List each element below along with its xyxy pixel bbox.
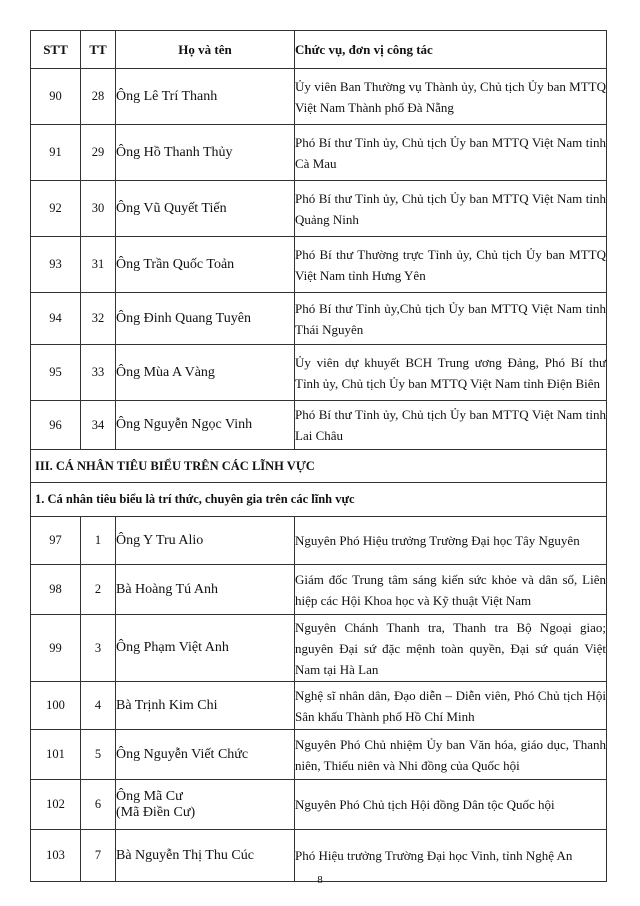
name-cell: Ông Y Tru Alio <box>116 517 295 565</box>
stt-cell: 93 <box>31 237 81 293</box>
table-row <box>31 615 607 682</box>
table-row <box>31 780 607 830</box>
stt-cell: 94 <box>31 293 81 345</box>
tt-cell: 32 <box>81 293 116 345</box>
tt-cell: 1 <box>81 517 116 565</box>
table-row <box>31 293 607 345</box>
name-line: Ông Mã Cư <box>116 788 183 804</box>
tt-cell: 28 <box>81 69 116 125</box>
stt-cell: 90 <box>31 69 81 125</box>
name-cell: Bà Nguyễn Thị Thu Cúc <box>116 830 295 882</box>
title-cell: Phó Bí thư Tỉnh ủy, Chủ tịch Ủy ban MTTQ Việt Nam tỉnh Lai Châu <box>295 401 607 450</box>
tt-cell: 30 <box>81 181 116 237</box>
tt-cell: 7 <box>81 830 116 882</box>
tt-cell: 6 <box>81 780 116 830</box>
roster-table <box>30 30 607 882</box>
stt-cell: 101 <box>31 730 81 780</box>
table-row <box>31 517 607 565</box>
name-cell: Ông Nguyễn Viết Chức <box>116 730 295 780</box>
tt-cell: 34 <box>81 401 116 450</box>
subsection-heading-row <box>31 483 607 517</box>
title-cell: Phó Hiệu trưởng Trường Đại học Vinh, tỉnh Nghệ An <box>295 830 607 882</box>
name-cell: Ông Hồ Thanh Thủy <box>116 125 295 181</box>
table-row <box>31 181 607 237</box>
tt-cell: 33 <box>81 345 116 401</box>
subsection-heading: 1. Cá nhân tiêu biểu là trí thức, chuyên gia trên các lĩnh vực <box>31 483 607 517</box>
table-row <box>31 237 607 293</box>
tt-cell: 4 <box>81 682 116 730</box>
table-row <box>31 565 607 615</box>
name-cell: Ông Lê Trí Thanh <box>116 69 295 125</box>
page-number: 8 <box>317 874 323 886</box>
tt-cell: 2 <box>81 565 116 615</box>
header-title: Chức vụ, đơn vị công tác <box>295 31 607 69</box>
section-heading: III. CÁ NHÂN TIÊU BIỂU TRÊN CÁC LĨNH VỰC <box>31 450 607 483</box>
title-cell: Phó Bí thư Tỉnh ủy, Chủ tịch Ủy ban MTTQ Việt Nam tỉnh Quảng Ninh <box>295 181 607 237</box>
tt-cell: 31 <box>81 237 116 293</box>
name-cell: Bà Hoàng Tú Anh <box>116 565 295 615</box>
table-row <box>31 401 607 450</box>
title-cell: Phó Bí thư Tỉnh ủy,Chủ tịch Ủy ban MTTQ Việt Nam tỉnh Thái Nguyên <box>295 293 607 345</box>
table-row <box>31 345 607 401</box>
tt-cell: 5 <box>81 730 116 780</box>
title-cell: Phó Bí thư Thường trực Tỉnh ủy, Chủ tịch Ủy ban MTTQ Việt Nam tỉnh Hưng Yên <box>295 237 607 293</box>
stt-cell: 96 <box>31 401 81 450</box>
table-row <box>31 730 607 780</box>
stt-cell: 98 <box>31 565 81 615</box>
section-heading-row <box>31 450 607 483</box>
name-cell: Ông Trần Quốc Toản <box>116 237 295 293</box>
name-cell <box>116 780 295 830</box>
stt-cell: 95 <box>31 345 81 401</box>
stt-cell: 102 <box>31 780 81 830</box>
name-cell: Ông Phạm Việt Anh <box>116 615 295 682</box>
table-row <box>31 682 607 730</box>
name-alias-line: (Mã Điền Cư) <box>116 804 196 820</box>
title-cell: Nghệ sĩ nhân dân, Đạo diễn – Diễn viên, Phó Chủ tịch Hội Sân khấu Thành phố Hồ Chí Minh <box>295 682 607 730</box>
name-cell: Ông Mùa A Vàng <box>116 345 295 401</box>
name-cell: Bà Trịnh Kim Chi <box>116 682 295 730</box>
title-cell: Nguyên Phó Chủ tịch Hội đồng Dân tộc Quốc hội <box>295 780 607 830</box>
stt-cell: 99 <box>31 615 81 682</box>
title-cell: Phó Bí thư Tỉnh ủy, Chủ tịch Ủy ban MTTQ Việt Nam tỉnh Cà Mau <box>295 125 607 181</box>
header-name: Họ và tên <box>116 31 295 69</box>
table-row <box>31 125 607 181</box>
title-cell: Nguyên Phó Chủ nhiệm Ủy ban Văn hóa, giáo dục, Thanh niên, Thiếu niên và Nhi đồng của Quốc hội <box>295 730 607 780</box>
table-header-row <box>31 31 607 69</box>
stt-cell: 103 <box>31 830 81 882</box>
title-cell: Ủy viên Ban Thường vụ Thành ủy, Chủ tịch Ủy ban MTTQ Việt Nam Thành phố Đà Nẵng <box>295 69 607 125</box>
stt-cell: 100 <box>31 682 81 730</box>
tt-cell: 29 <box>81 125 116 181</box>
header-tt: TT <box>81 31 116 69</box>
title-cell: Nguyên Chánh Thanh tra, Thanh tra Bộ Ngoại giao; nguyên Đại sứ đặc mệnh toàn quyền, Đại sứ quán Việt Nam tại Hà Lan <box>295 615 607 682</box>
name-cell: Ông Vũ Quyết Tiến <box>116 181 295 237</box>
stt-cell: 92 <box>31 181 81 237</box>
title-cell: Nguyên Phó Hiệu trưởng Trường Đại học Tây Nguyên <box>295 517 607 565</box>
title-cell: Giám đốc Trung tâm sáng kiến sức khỏe và dân số, Liên hiệp các Hội Khoa học và Kỹ thuật Việt Nam <box>295 565 607 615</box>
header-stt: STT <box>31 31 81 69</box>
name-cell: Ông Nguyễn Ngọc Vinh <box>116 401 295 450</box>
title-cell: Ủy viên dự khuyết BCH Trung ương Đảng, Phó Bí thư Tỉnh ủy, Chủ tịch Ủy ban MTTQ Việt Nam tỉnh Điện Biên <box>295 345 607 401</box>
table-row <box>31 69 607 125</box>
stt-cell: 91 <box>31 125 81 181</box>
stt-cell: 97 <box>31 517 81 565</box>
name-cell: Ông Đinh Quang Tuyên <box>116 293 295 345</box>
tt-cell: 3 <box>81 615 116 682</box>
